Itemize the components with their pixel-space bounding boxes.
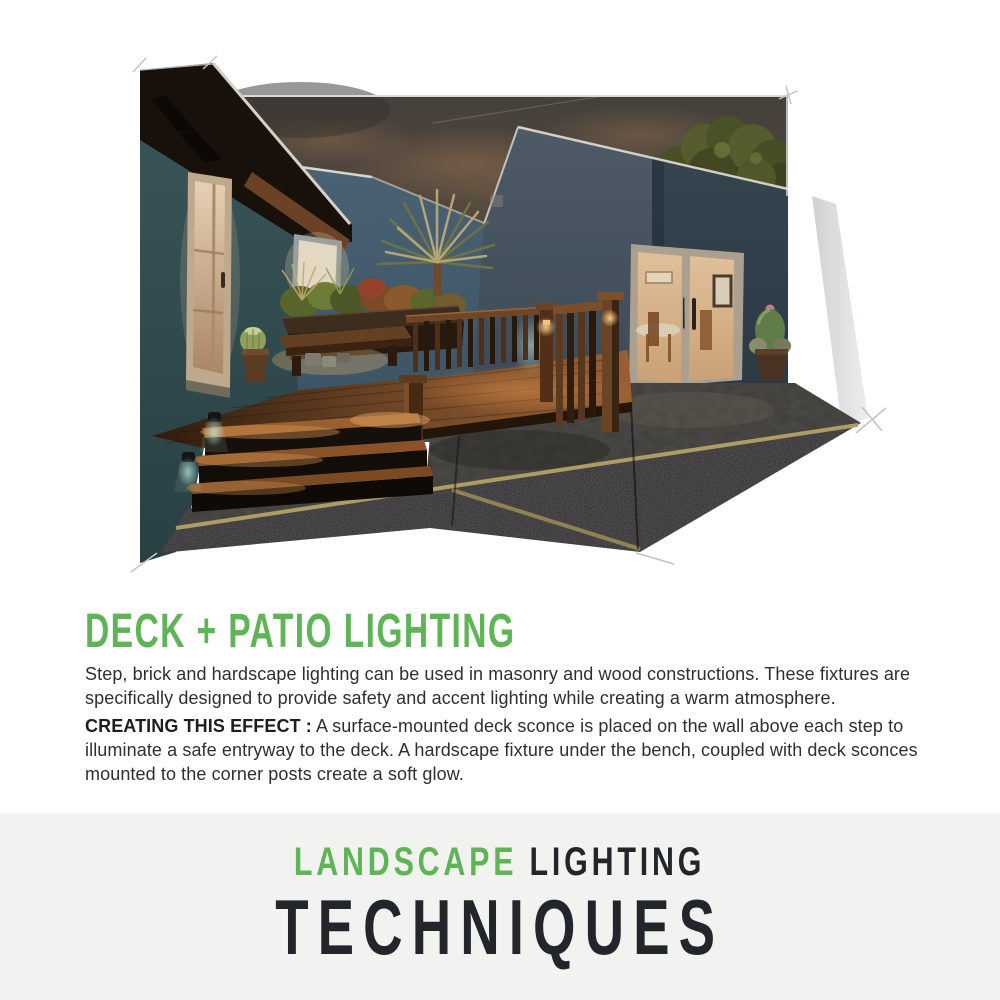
intro-paragraph: Step, brick and hardscape lighting can be used in masonry and wood constructions. These fixtures are specifically designed to provide safety and accent lighting while creating a warm atmosphere. [85,664,911,708]
shelf [646,272,672,283]
french-doors [629,244,744,389]
effect-text: A surface-mounted deck sconce is placed on the wall above each step to illuminate a safe entryway to the deck. A hardscape fixture under the bench, coupled with deck sconces mounted to the corner posts create a soft glow. [85,716,918,784]
footer [0,813,1000,1000]
section-heading-text: DECK + PATIO LIGHTING [85,605,516,658]
dining-chair [700,310,712,350]
door-handle [692,298,696,330]
brand-word-landscape: LANDSCAPE [294,840,518,884]
brand-title [0,883,1000,971]
post-sconce [601,309,619,327]
hardscape-stone [322,356,336,367]
brand-title-text: TECHNIQUES [275,883,725,971]
hardscape-stone [337,353,350,363]
brand-line [0,842,1000,882]
dining-chair [648,312,659,346]
section-heading [85,605,700,658]
wall-picture [714,276,731,306]
hardscape-stone [305,353,321,366]
door-handle [221,272,225,288]
effect-label: CREATING THIS EFFECT : [85,716,312,736]
brand-word-lighting: LIGHTING [517,840,706,884]
step-sconce-glow [178,457,198,487]
effect-paragraph [85,714,930,786]
step-sconce-glow [204,417,224,447]
cutout-edge-strip [812,196,868,428]
